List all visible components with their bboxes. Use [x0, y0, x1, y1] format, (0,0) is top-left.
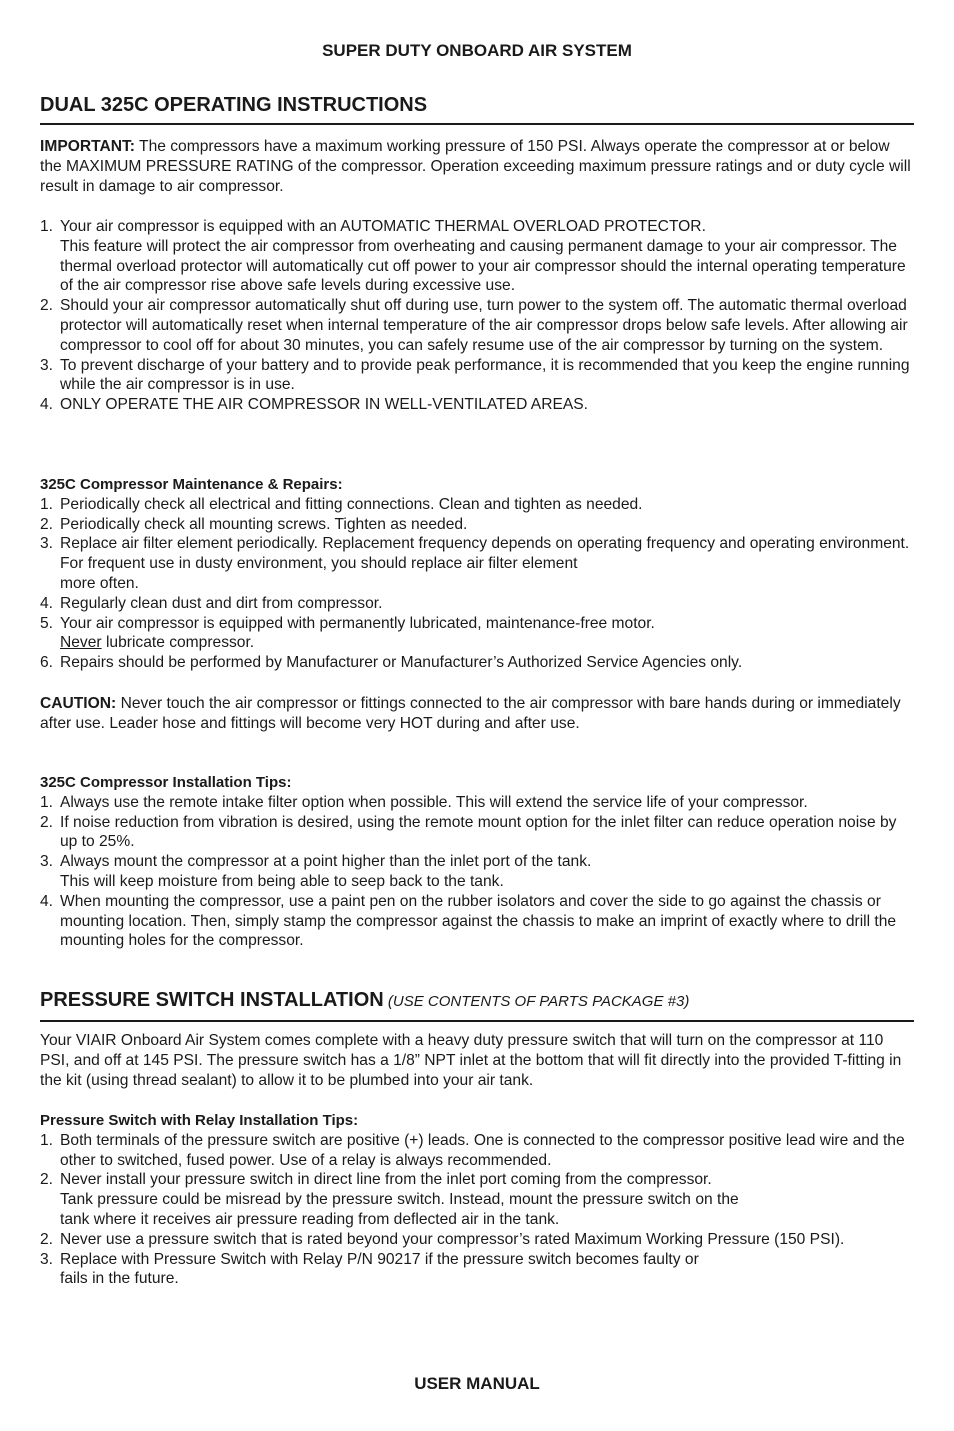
list-item — [40, 1250, 914, 1290]
list-item — [40, 1230, 914, 1250]
item-text: tank where it receives air pressure reading from deflected air in the tank. — [60, 1210, 560, 1228]
caution-text: Never touch the air compressor or fittings connected to the air compressor with bare hands during or immediately after use. Leader hose and fittings will become very HOT during and after use. — [40, 695, 901, 732]
tips-title: Pressure Switch with Relay Installation Tips: — [40, 1112, 359, 1129]
item-text: This feature will protect the air compressor from overheating and causing permanent damage to your air compressor. The thermal overload protector will automatically cut off power to your air compressor should the internal operating temperature of the air compressor rise above safe levels during excessive use. — [60, 237, 906, 295]
item-text: Periodically check all electrical and fitting connections. Clean and tighten as needed. — [60, 495, 643, 513]
item-number: 6. — [40, 654, 54, 672]
item-number: 3. — [40, 1250, 54, 1268]
list-item — [40, 515, 914, 535]
list-item — [40, 296, 914, 355]
list-item — [40, 534, 914, 593]
pressure-switch-subtitle: (USE CONTENTS OF PARTS PACKAGE #3) — [383, 993, 690, 1010]
item-text: Regularly clean dust and dirt from compressor. — [60, 594, 383, 612]
item-text: To prevent discharge of your battery and to provide peak performance, it is recommended that you keep the engine running while the air compressor is in use. — [60, 356, 910, 394]
item-text: Always use the remote intake filter option when possible. This will extend the service life of your compressor. — [60, 793, 808, 811]
item-number: 3. — [40, 535, 54, 553]
page-footer: USER MANUAL — [414, 1374, 540, 1393]
section-title-pressure-switch — [40, 988, 914, 1022]
section-title-operating-instructions — [40, 93, 914, 125]
item-number: 1. — [40, 218, 54, 235]
maintenance-section — [40, 475, 914, 673]
intro-text: Your VIAIR Onboard Air System comes complete with a heavy duty pressure switch that will turn on the compressor at 110 PSI, and off at 145 PSI. The pressure switch has a 1/8” NPT inlet at the bottom that will fit directly into the provided T-fitting in the kit (using thread sealant) to allow it to be plumbed into your air tank. — [40, 1032, 902, 1089]
list-item — [40, 1170, 914, 1229]
item-number: 4. — [40, 892, 54, 910]
never-emphasis: Never — [60, 634, 102, 652]
item-text: Periodically check all mounting screws. Tighten as needed. — [60, 515, 468, 533]
item-number: 4. — [40, 594, 54, 612]
item-text: This will keep moisture from being able to seep back to the tank. — [60, 872, 504, 890]
pressure-switch-title: PRESSURE SWITCH INSTALLATION — [40, 989, 384, 1011]
item-text: Replace with Pressure Switch with Relay P/N 90217 if the pressure switch becomes faulty or — [60, 1250, 699, 1268]
list-item — [40, 793, 914, 813]
item-number: 3. — [40, 356, 54, 374]
list-item — [40, 852, 914, 892]
pressure-switch-tips — [40, 1111, 914, 1289]
pressure-switch-intro — [40, 1031, 914, 1090]
item-number: 3. — [40, 853, 54, 871]
maintenance-title: 325C Compressor Maintenance & Repairs: — [40, 476, 343, 493]
list-item — [40, 1131, 914, 1171]
item-number: 2. — [40, 1171, 54, 1189]
item-number: 1. — [40, 793, 54, 811]
page-header: SUPER DUTY ONBOARD AIR SYSTEM — [322, 41, 632, 60]
caution-note — [40, 694, 914, 734]
item-text: lubricate compressor. — [101, 634, 255, 652]
list-item — [40, 356, 914, 396]
list-item — [40, 892, 914, 951]
item-text: If noise reduction from vibration is desired, using the remote mount option for the inlet filter can reduce operation noise by up to 25%. — [60, 813, 897, 851]
item-text: Your air compressor is equipped with permanently lubricated, maintenance-free motor. — [60, 614, 655, 632]
list-item — [40, 495, 914, 515]
item-text: Replace air filter element periodically. Replacement frequency depends on operating frequency and operating environment. For frequent use in dusty environment, you should replace air filter element — [60, 535, 910, 573]
list-item — [40, 395, 914, 415]
list-item — [40, 614, 914, 654]
important-note — [40, 137, 914, 196]
item-number: 1. — [40, 1131, 54, 1149]
caution-label: CAUTION: — [40, 695, 117, 712]
item-number: 2. — [40, 297, 54, 315]
item-text: When mounting the compressor, use a paint pen on the rubber isolators and cover the side to go against the chassis or mounting location. Then, simply stamp the compressor against the chassis to make an imprint of exactly where to drill the mounting holes for the compressor. — [60, 892, 897, 950]
installation-section — [40, 773, 914, 951]
item-text: Repairs should be performed by Manufacturer or Manufacturer’s Authorized Service Agencies only. — [60, 654, 743, 672]
item-text: Both terminals of the pressure switch are positive (+) leads. One is connected to the compressor positive lead wire and the other to switched, fused power. Use of a relay is always recommended. — [60, 1131, 905, 1169]
item-text: Always mount the compressor at a point higher than the inlet port of the tank. — [60, 853, 592, 871]
item-number: 2. — [40, 813, 54, 831]
item-text: Tank pressure could be misread by the pressure switch. Instead, mount the pressure switch on the — [60, 1191, 739, 1209]
item-number: 2. — [40, 1230, 54, 1248]
item-number: 5. — [40, 614, 54, 632]
important-label: IMPORTANT: — [40, 138, 135, 155]
item-text: more often. — [60, 574, 139, 592]
section-title-text: DUAL 325C OPERATING INSTRUCTIONS — [40, 94, 428, 116]
list-item — [40, 653, 914, 673]
installation-title: 325C Compressor Installation Tips: — [40, 774, 292, 791]
item-number: 2. — [40, 515, 54, 533]
important-text: The compressors have a maximum working pressure of 150 PSI. Always operate the compressor at or below the MAXIMUM PRESSURE RATING of the compressor. Operation exceeding maximum pressure ratings and or duty cycle will result in damage to air compressor. — [40, 138, 911, 195]
list-item — [40, 594, 914, 614]
list-item — [40, 217, 914, 296]
item-text: Never use a pressure switch that is rated beyond your compressor’s rated Maximum Working Pressure (150 PSI). — [60, 1230, 845, 1248]
item-text: Should your air compressor automatically shut off during use, turn power to the system off. The automatic thermal overload protector will automatically reset when internal temperature of the air compressor drops below safe levels. After allowing air compressor to cool off for about 30 minutes, you can safely resume use of the air compressor by turning on the system. — [60, 297, 908, 354]
item-text: Your air compressor is equipped with an AUTOMATIC THERMAL OVERLOAD PROTECTOR. — [60, 218, 706, 235]
list-item — [40, 813, 914, 853]
operating-list — [40, 217, 914, 415]
item-number: 4. — [40, 396, 54, 414]
item-text: Never install your pressure switch in direct line from the inlet port coming from the compressor. — [60, 1171, 712, 1189]
item-text: ONLY OPERATE THE AIR COMPRESSOR IN WELL-VENTILATED AREAS. — [60, 396, 588, 414]
item-number: 1. — [40, 495, 54, 513]
item-text: fails in the future. — [60, 1270, 179, 1288]
